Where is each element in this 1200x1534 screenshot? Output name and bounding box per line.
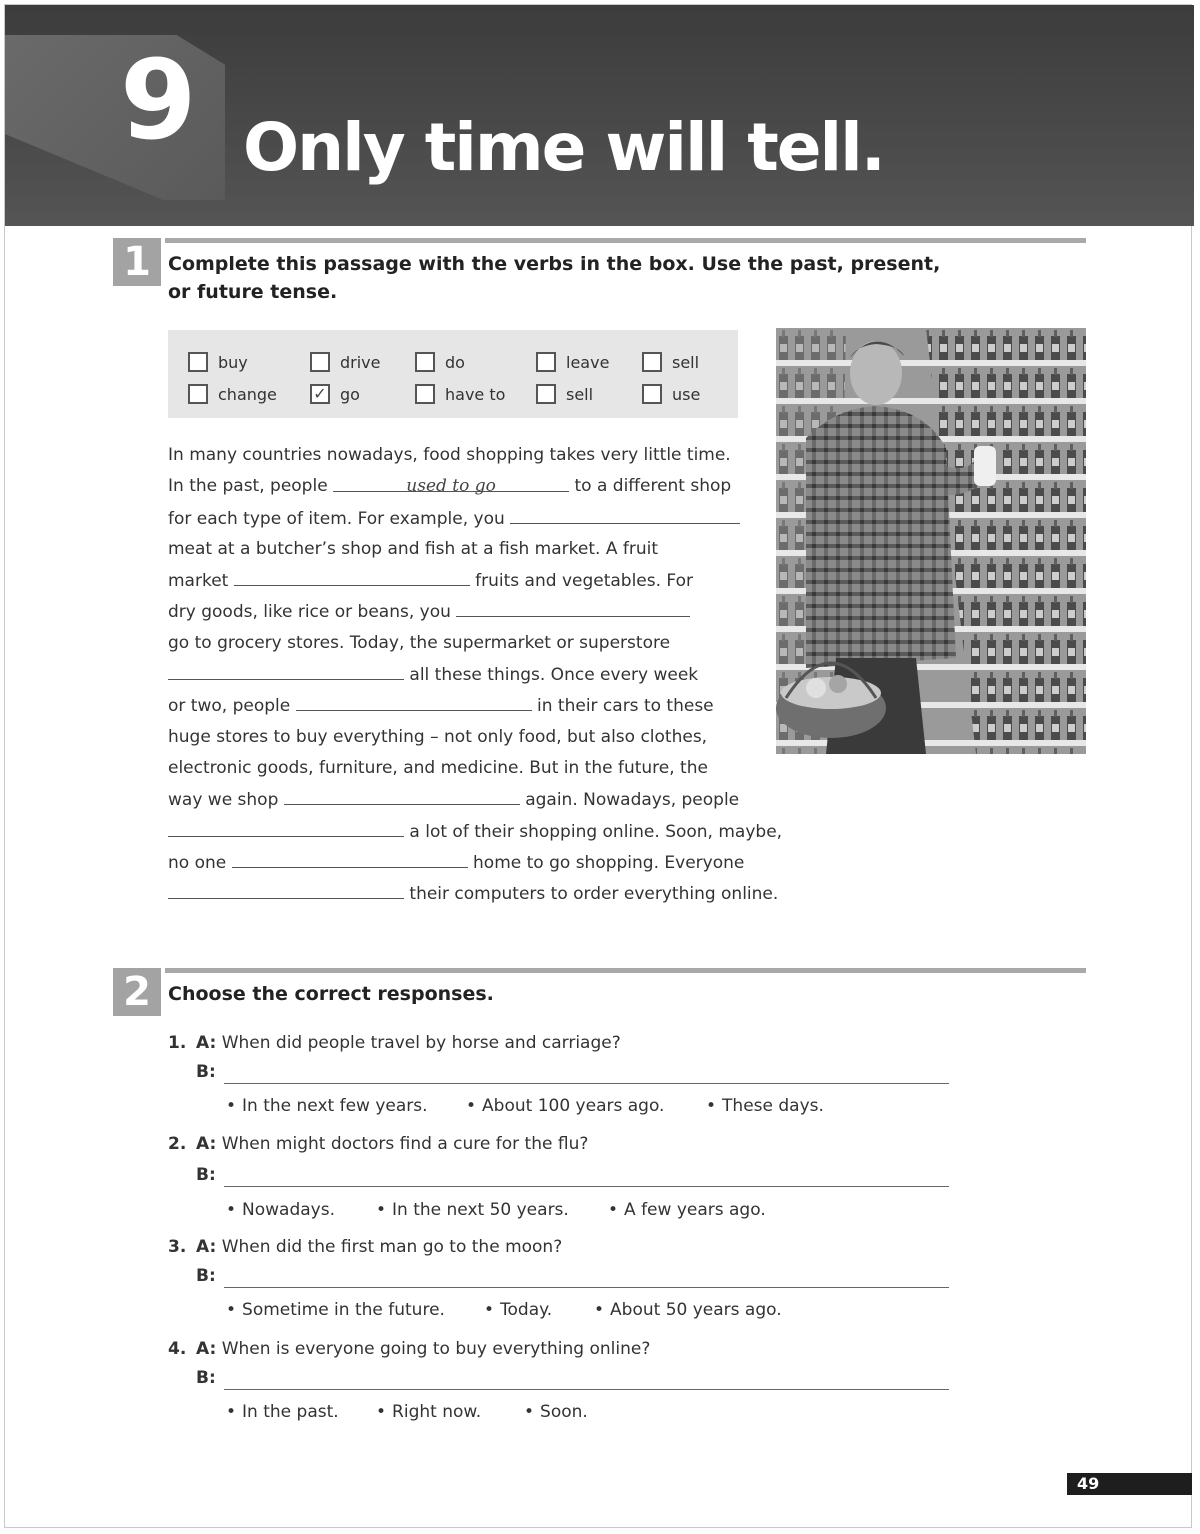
passage-text: In many countries nowadays, food shopping takes very little time. xyxy=(168,445,731,465)
unit-number: 9 xyxy=(120,36,193,164)
passage-text: or two, people xyxy=(168,696,291,717)
answer-line[interactable] xyxy=(224,1389,949,1390)
speaker-a-label: A: xyxy=(196,1134,217,1154)
answer-option[interactable]: • Today. xyxy=(484,1300,553,1320)
passage-line xyxy=(168,659,798,690)
word-item-sell xyxy=(642,350,699,374)
answer-option[interactable]: • These days. xyxy=(706,1096,824,1116)
word-box xyxy=(168,330,738,418)
passage-line xyxy=(168,565,798,596)
question-number: 4. xyxy=(168,1339,187,1359)
section1-instruction-line1: Complete this passage with the verbs in the box. Use the past, present, xyxy=(168,253,941,275)
question-4 xyxy=(168,1334,651,1422)
answer-blank[interactable] xyxy=(168,659,404,680)
speaker-a-label: A: xyxy=(196,1339,217,1359)
passage-text: their computers to order everything online. xyxy=(409,884,779,905)
passage-line xyxy=(168,596,798,627)
question-line xyxy=(168,1334,650,1364)
question-2 xyxy=(168,1129,766,1220)
shopper-in-supermarket-photo xyxy=(776,328,1086,754)
section1-rule xyxy=(165,238,1086,243)
speaker-b-label: B: xyxy=(196,1266,216,1286)
checkbox[interactable] xyxy=(536,352,556,372)
option-text: Today. xyxy=(500,1300,553,1320)
passage-text: again. Nowadays, people xyxy=(525,790,740,811)
word-item-leave xyxy=(536,350,609,374)
passage-text: home to go shopping. Everyone xyxy=(473,852,745,873)
option-text: Nowadays. xyxy=(242,1200,335,1220)
option-text: Soon. xyxy=(540,1402,588,1422)
passage xyxy=(168,440,798,909)
answer-option[interactable]: • About 100 years ago. xyxy=(466,1096,665,1116)
passage-text: to a different shop xyxy=(574,476,732,497)
answer-option[interactable]: • In the next 50 years. xyxy=(376,1200,569,1220)
word-label: drive xyxy=(340,352,381,372)
section1-instruction-line2: or future tense. xyxy=(168,281,338,303)
word-label: change xyxy=(218,384,277,404)
option-text: About 100 years ago. xyxy=(482,1096,665,1116)
option-text: About 50 years ago. xyxy=(610,1300,782,1320)
question-1 xyxy=(168,1028,824,1116)
checkbox[interactable] xyxy=(310,352,330,372)
check-mark-icon: ✓ xyxy=(313,384,327,403)
passage-line xyxy=(168,534,798,565)
passage-line xyxy=(168,628,798,659)
word-item-go xyxy=(310,382,360,406)
word-label: go xyxy=(340,384,360,404)
answer-option[interactable]: • Right now. xyxy=(376,1402,482,1422)
passage-text: in their cars to these xyxy=(537,696,714,717)
word-item-have-to xyxy=(415,382,505,406)
answer-option[interactable]: • Soon. xyxy=(524,1402,588,1422)
word-item-drive xyxy=(310,350,381,374)
unit-title: Only time will tell. xyxy=(243,109,884,186)
passage-text: all these things. Once every week xyxy=(409,665,699,686)
passage-text: way we shop xyxy=(168,790,279,811)
checkbox[interactable] xyxy=(536,384,556,404)
answer-option[interactable]: • A few years ago. xyxy=(608,1200,766,1220)
question-text: When did the first man go to the moon? xyxy=(221,1237,563,1257)
passage-text: fruits and vegetables. For xyxy=(475,571,693,592)
option-text: These days. xyxy=(722,1096,824,1116)
passage-line xyxy=(168,878,798,909)
section2-number: 2 xyxy=(113,968,161,1016)
option-text: In the past. xyxy=(242,1402,339,1422)
passage-line xyxy=(168,753,798,784)
answer-blank[interactable] xyxy=(284,784,520,805)
passage-text: electronic goods, furniture, and medicine. But in the future, the xyxy=(168,757,708,778)
passage-text: meat at a butcher’s shop and fish at a fish market. A fruit xyxy=(168,538,658,559)
question-number: 1. xyxy=(168,1033,187,1053)
option-text: Right now. xyxy=(392,1402,482,1422)
passage-text: In the past, people xyxy=(168,476,328,497)
section1-instruction xyxy=(168,250,940,306)
passage-line xyxy=(168,503,798,534)
passage-line xyxy=(168,440,798,471)
word-item-do xyxy=(415,350,465,374)
question-text: When did people travel by horse and carriage? xyxy=(221,1033,621,1053)
question-number: 2. xyxy=(168,1134,187,1154)
checkbox-checked[interactable] xyxy=(310,384,330,404)
word-item-change xyxy=(188,382,277,406)
word-label: sell xyxy=(672,352,700,372)
answer-blank[interactable] xyxy=(333,471,569,497)
speaker-a-label: A: xyxy=(196,1033,217,1053)
question-text: When is everyone going to buy everything online? xyxy=(221,1339,651,1359)
passage-text: huge stores to buy everything – not only food, but also clothes, xyxy=(168,726,708,747)
answer-option[interactable]: • Nowadays. xyxy=(226,1200,335,1220)
answer-option[interactable]: • Sometime in the future. xyxy=(226,1300,445,1320)
page-number: 49 xyxy=(1067,1473,1192,1495)
passage-line xyxy=(168,471,798,502)
answer-option[interactable]: • In the past. xyxy=(226,1402,339,1422)
question-3 xyxy=(168,1232,782,1320)
answer-options xyxy=(226,1300,782,1320)
passage-text: a lot of their shopping online. Soon, maybe, xyxy=(409,821,783,842)
passage-text: market xyxy=(168,571,229,592)
answer-option[interactable]: • In the next few years. xyxy=(226,1096,428,1116)
answer-options xyxy=(226,1402,588,1422)
speaker-a-label: A: xyxy=(196,1237,217,1257)
word-label: do xyxy=(445,352,465,372)
word-label: have to xyxy=(445,384,506,404)
checkbox[interactable] xyxy=(415,384,435,404)
speaker-b-label: B: xyxy=(196,1062,216,1082)
section2-instruction: Choose the correct responses. xyxy=(168,983,494,1005)
example-answer: used to go xyxy=(406,476,496,497)
answer-line[interactable] xyxy=(224,1186,949,1187)
photo-illustration xyxy=(776,328,1086,754)
option-text: In the next 50 years. xyxy=(392,1200,569,1220)
answer-blank[interactable] xyxy=(168,816,404,837)
answer-blank[interactable] xyxy=(232,847,468,868)
speaker-b-label: B: xyxy=(196,1368,216,1388)
checkbox[interactable] xyxy=(642,384,662,404)
option-text: A few years ago. xyxy=(624,1200,766,1220)
option-text: In the next few years. xyxy=(242,1096,428,1116)
word-item-sell-2 xyxy=(536,382,593,406)
answer-blank[interactable] xyxy=(510,503,740,524)
word-label: use xyxy=(672,384,701,404)
option-text: Sometime in the future. xyxy=(242,1300,445,1320)
answer-blank[interactable] xyxy=(234,565,470,586)
unit-header xyxy=(5,5,1194,226)
question-line xyxy=(168,1028,621,1058)
question-number: 3. xyxy=(168,1237,187,1257)
answer-line[interactable] xyxy=(224,1083,949,1084)
answer-blank[interactable] xyxy=(168,878,404,899)
passage-line xyxy=(168,847,798,878)
passage-text: for each type of item. For example, you xyxy=(168,508,505,529)
question-line xyxy=(168,1129,588,1159)
answer-blank[interactable] xyxy=(456,596,690,617)
answer-blank[interactable] xyxy=(296,690,532,711)
answer-option[interactable]: • About 50 years ago. xyxy=(594,1300,782,1320)
speaker-b-label: B: xyxy=(196,1165,216,1185)
passage-text: dry goods, like rice or beans, you xyxy=(168,602,451,623)
passage-line xyxy=(168,722,798,753)
checkbox[interactable] xyxy=(188,384,208,404)
word-label: sell xyxy=(566,384,594,404)
passage-text: no one xyxy=(168,852,227,873)
passage-line xyxy=(168,784,798,815)
passage-line xyxy=(168,816,798,847)
question-text: When might doctors find a cure for the flu? xyxy=(221,1134,589,1154)
word-label: leave xyxy=(566,352,610,372)
answer-line[interactable] xyxy=(224,1287,949,1288)
word-label: buy xyxy=(218,352,248,372)
section1-number: 1 xyxy=(113,238,161,286)
passage-line xyxy=(168,690,798,721)
checkbox[interactable] xyxy=(188,352,208,372)
word-item-use xyxy=(642,382,700,406)
word-item-buy xyxy=(188,350,248,374)
answer-options xyxy=(226,1096,824,1116)
checkbox[interactable] xyxy=(415,352,435,372)
section2-rule xyxy=(165,968,1086,973)
question-line xyxy=(168,1232,562,1262)
passage-text: go to grocery stores. Today, the supermarket or superstore xyxy=(168,632,671,653)
answer-options xyxy=(226,1200,766,1220)
checkbox[interactable] xyxy=(642,352,662,372)
